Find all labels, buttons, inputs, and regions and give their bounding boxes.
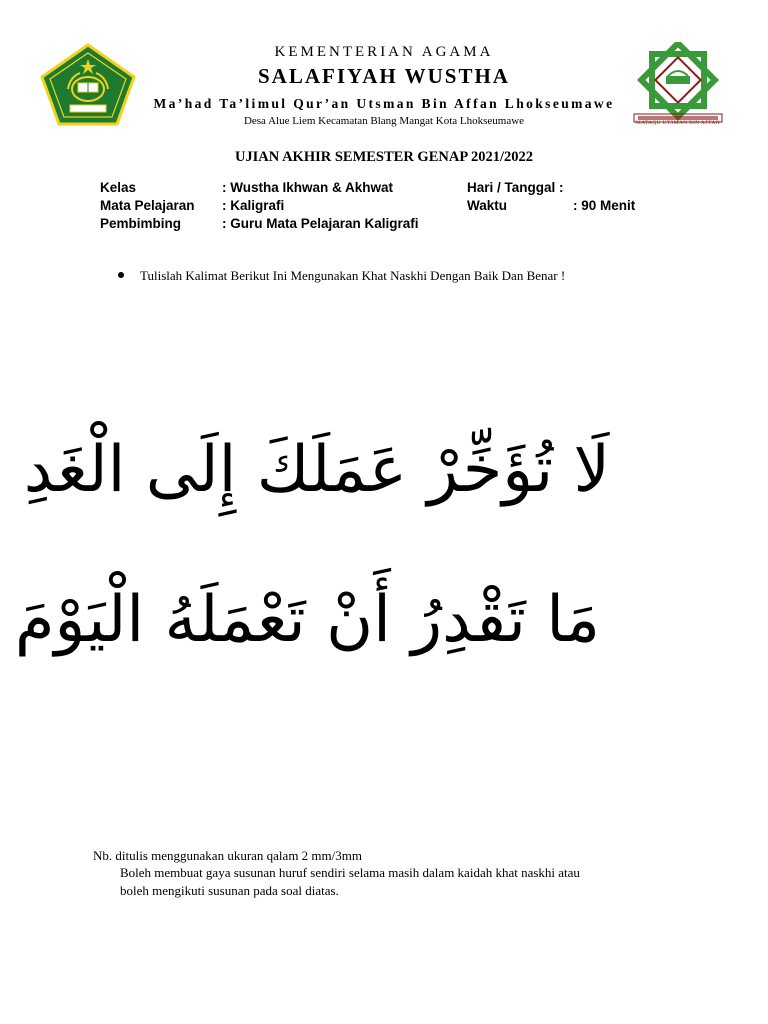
mata-pelajaran-label: Mata Pelajaran [100,198,195,213]
calligraphy-line-2: مَا تَقْدِرُ أَنْ تَعْمَلَهُ الْيَوْمَ [14,583,600,657]
waktu-value: : 90 Menit [573,198,636,213]
ministry-name: KEMENTERIAN AGAMA [274,44,494,60]
kelas-value: : Wustha Ikhwan & Akhwat [222,180,394,195]
hari-tanggal-label: Hari / Tanggal : [467,180,564,195]
note-line-1: Nb. ditulis menggunakan ukuran qalam 2 mm/3mm [93,848,362,863]
kelas-label: Kelas [100,180,137,195]
school-name: SALAFIYAH WUSTHA [258,64,510,88]
note-line-3: boleh mengikuti susunan pada soal diatas. [120,883,339,898]
pembimbing-label: Pembimbing [100,216,182,231]
institute-name: Ma’had Ta’limul Qur’an Utsman Bin Affan Lhokseumawe [153,96,615,111]
waktu-label: Waktu [467,198,507,213]
institute-address: Desa Alue Liem Kecamatan Blang Mangat Kota Lhokseumawe [243,115,525,127]
note-line-2: Boleh membuat gaya susunan huruf sendiri selama masih dalam kaidah khat naskhi atau [120,865,580,880]
mata-pelajaran-value: : Kaligrafi [222,198,285,213]
pembimbing-value: : Guru Mata Pelajaran Kaligrafi [222,216,419,231]
right-logo-caption: MATAQU UTSMAN BIN AFFAN [635,120,721,126]
instruction-text: Tulislah Kalimat Berikut Ini Mengunakan Khat Naskhi Dengan Baik Dan Benar ! [140,268,566,283]
exam-title: UJIAN AKHIR SEMESTER GENAP 2021/2022 [234,149,534,165]
calligraphy-line-1: لَا تُؤَخِّرْ عَمَلَكَ إِلَى الْغَدِ [23,433,610,507]
bullet-icon [118,272,124,278]
